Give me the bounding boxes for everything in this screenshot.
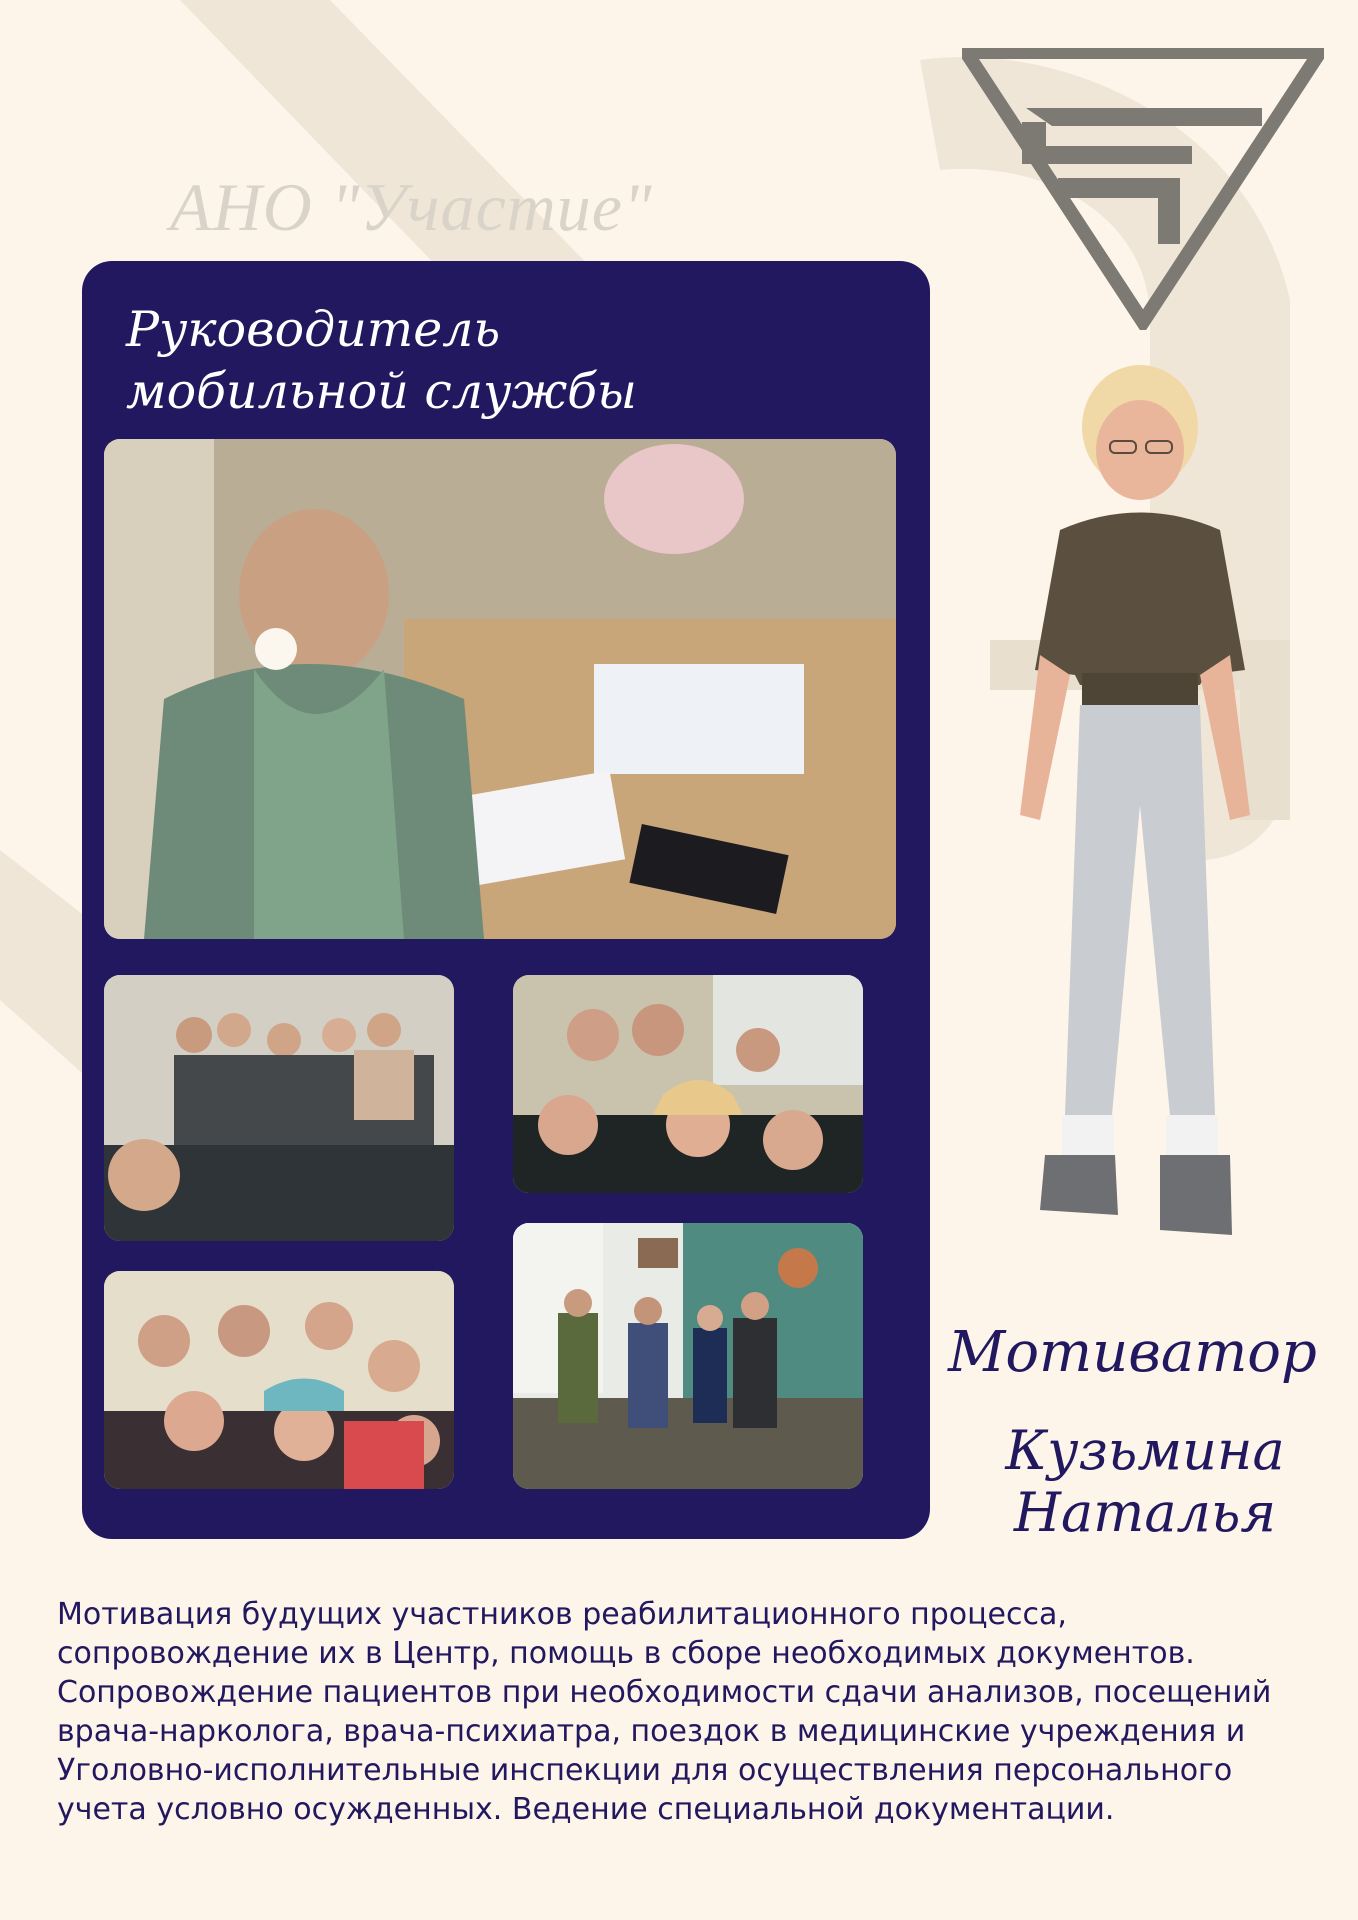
main-photo-illustration (104, 439, 896, 939)
group-photo-3-illustration (104, 1271, 454, 1489)
role-title: Мотиватор (948, 1320, 1317, 1385)
panel-title-line2: мобильной службы (126, 363, 637, 420)
person-name (985, 1420, 1305, 1544)
person-name-line1: Кузьмина (1005, 1419, 1285, 1482)
group-photo-2-illustration (513, 975, 863, 1193)
main-photo (104, 439, 896, 939)
panel-title (126, 299, 637, 423)
group-photo-4 (513, 1223, 863, 1489)
info-panel (82, 261, 930, 1539)
group-photo-1 (104, 975, 454, 1241)
person-portrait (1000, 355, 1270, 1295)
organization-logo (962, 48, 1324, 330)
role-description: Мотивация будущих участников реабилитационного процесса, сопровождение их в Центр, помощь в сборе необходимых документов. Сопровождение пациентов при необходимости сдачи анализов, посещений врача-нарколога, врача-психиатра, поездок в медицинские учреждения и Уголовно-исполнительные инспекции для осуществления персонального учета условно осужденных. Ведение специальной документации. (57, 1597, 1272, 1827)
organization-name: АНО "Участие" (170, 169, 653, 245)
person-name-line2: Наталья (1013, 1481, 1277, 1544)
panel-title-line1: Руководитель (126, 301, 501, 358)
group-photo-2 (513, 975, 863, 1193)
group-photo-1-illustration (104, 975, 454, 1241)
group-photo-4-illustration (513, 1223, 863, 1489)
group-photo-3 (104, 1271, 454, 1489)
